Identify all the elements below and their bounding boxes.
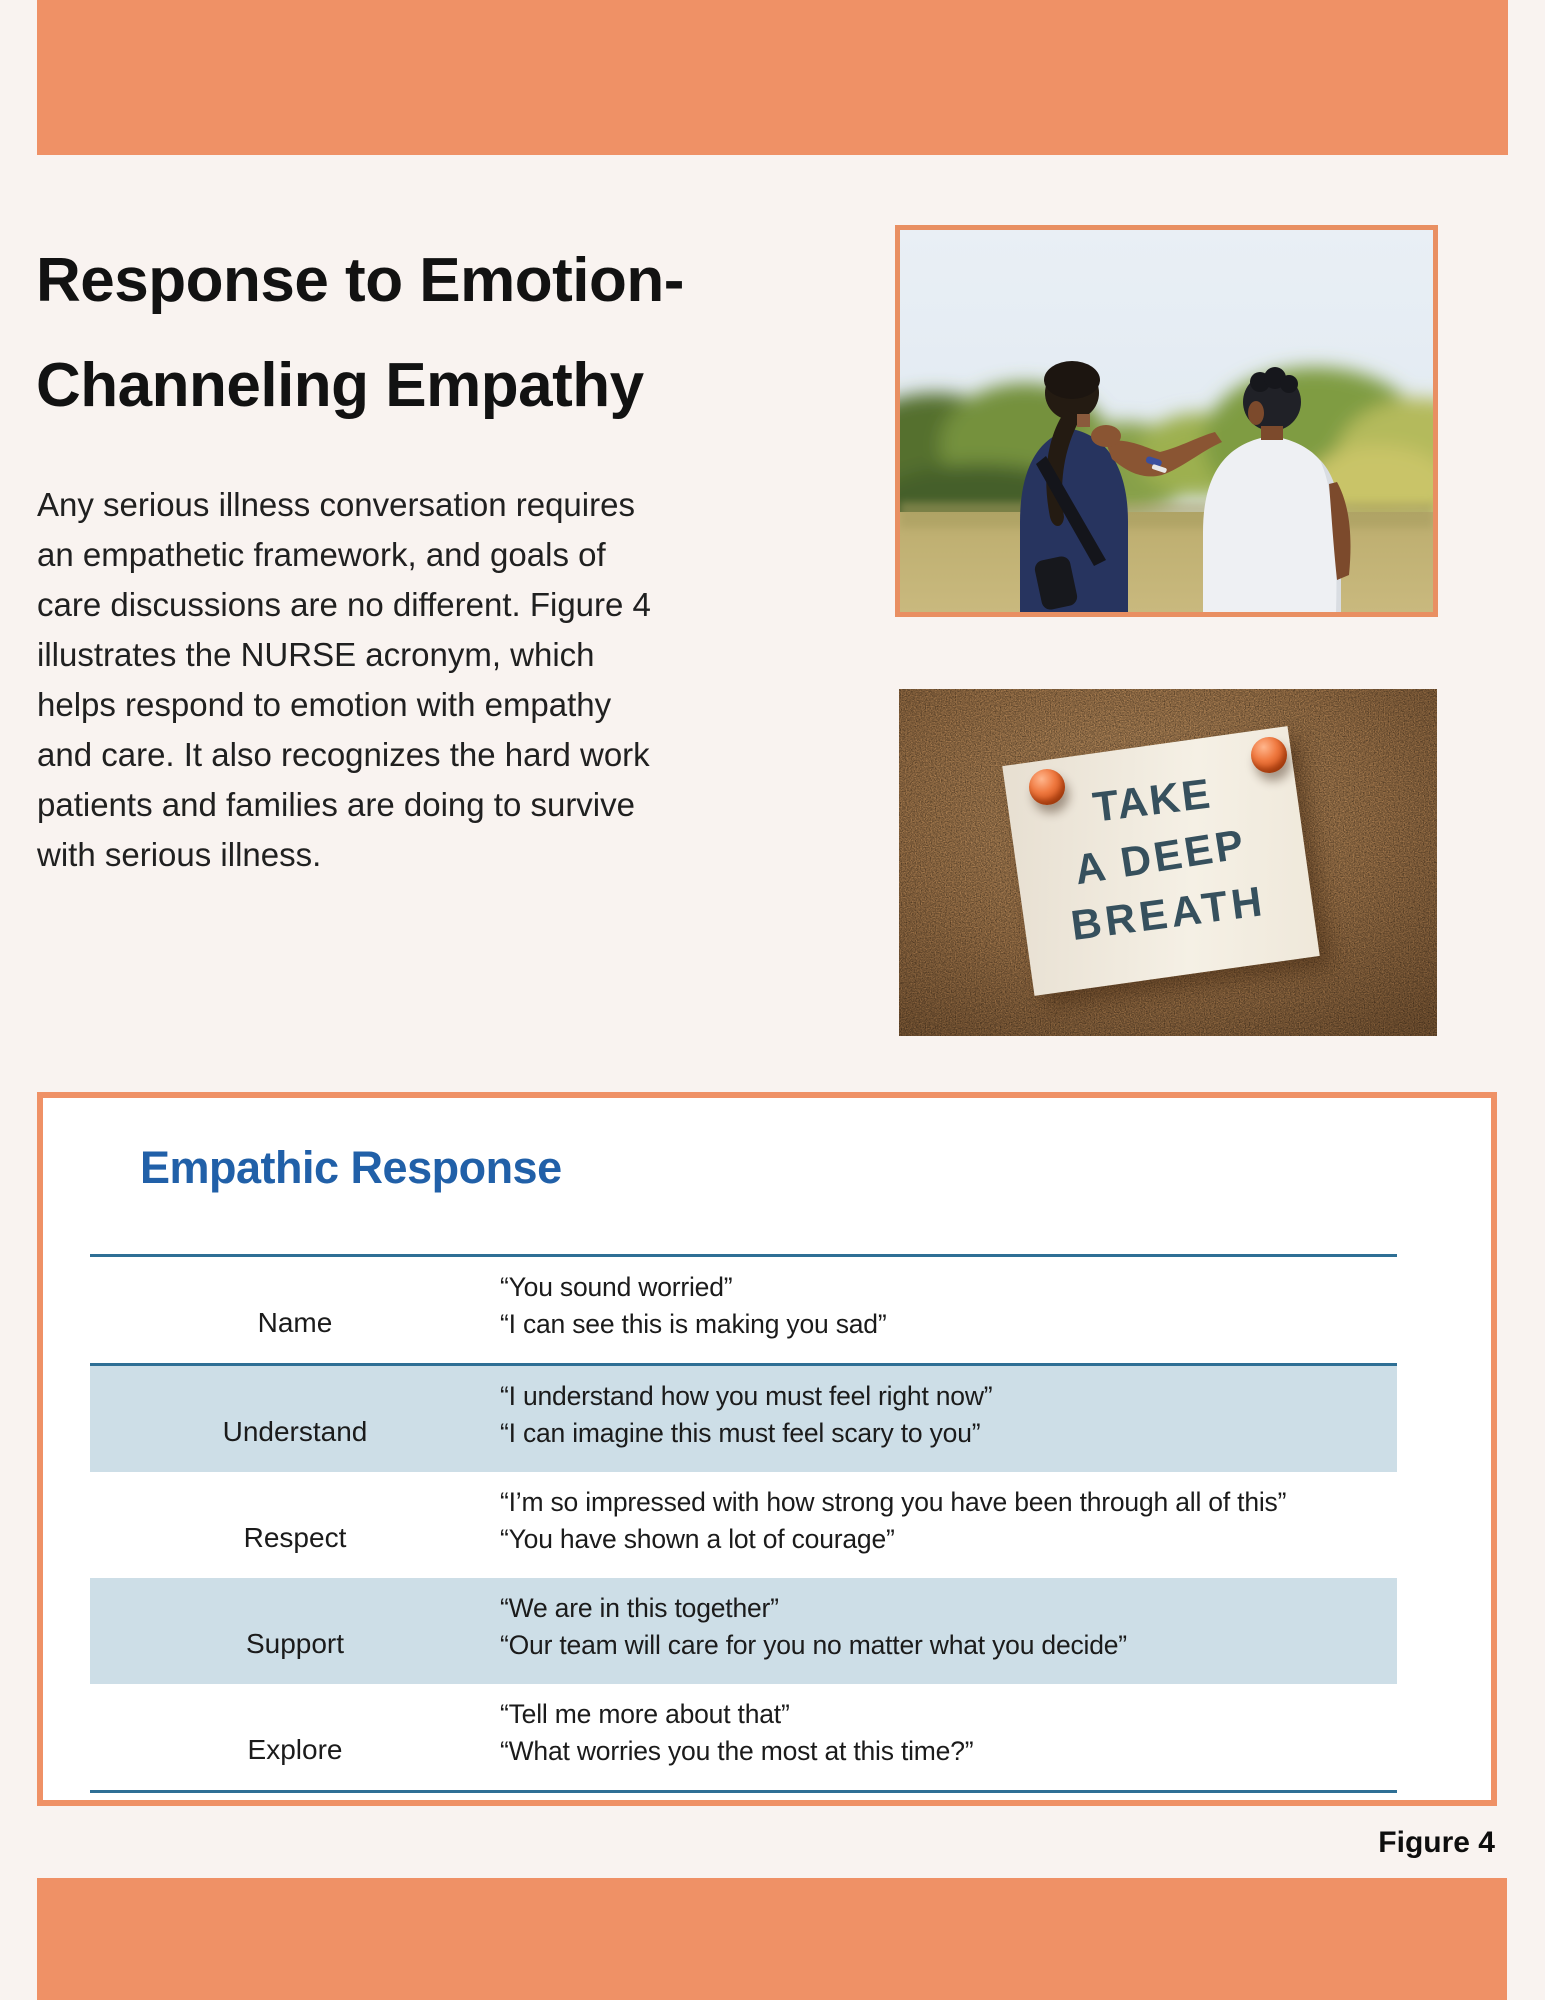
row-quotes [500,1684,1397,1790]
row-quotes [500,1257,1397,1363]
page-title-line-2: Channeling Empathy [36,351,644,420]
quote-line: “I can imagine this must feel scary to you” [500,1418,981,1448]
intro-paragraph [37,480,877,880]
figure-caption: Figure 4 [1378,1826,1495,1859]
people-walking-illustration [900,230,1433,612]
note-line: A DEEP [1071,819,1250,894]
breath-note-photo [899,689,1437,1036]
quote-line: “Our team will care for you no matter what you decide” [500,1630,1127,1660]
intro-line: care discussions are no different. Figure 4 [37,586,651,623]
table-row [90,1684,1397,1790]
card-title: Empathic Response [140,1142,562,1193]
quote-line: “I understand how you must feel right now” [500,1381,993,1411]
empathic-response-card [37,1092,1497,1806]
intro-line: Any serious illness conversation requires [37,486,635,523]
page-title [36,228,896,438]
top-accent-bar [37,0,1508,155]
row-quotes [500,1472,1397,1578]
quote-line: “What worries you the most at this time?” [500,1736,974,1766]
intro-line: patients and families are doing to survive [37,786,635,823]
bottom-accent-bar [37,1878,1507,2000]
empathic-table [90,1254,1397,1793]
quote-line: “You sound worried” [500,1272,733,1302]
pushpin-left-icon [1029,769,1065,805]
pushpin-right-icon [1251,737,1287,773]
quote-line: “I’m so impressed with how strong you have been through all of this” [500,1487,1287,1517]
quote-line: “I can see this is making you sad” [500,1309,887,1339]
quote-line: “Tell me more about that” [500,1699,790,1729]
row-label: Understand [222,1416,368,1447]
intro-line: and care. It also recognizes the hard work [37,736,650,773]
row-quotes [500,1578,1397,1684]
intro-line: illustrates the NURSE acronym, which [37,636,595,673]
intro-line: with serious illness. [37,836,322,873]
intro-line: an empathetic framework, and goals of [37,536,606,573]
row-label: Name [257,1307,333,1338]
row-label: Support [245,1628,345,1659]
note-line: BREATH [1068,876,1269,950]
table-row [90,1257,1397,1363]
quote-line: “You have shown a lot of courage” [500,1524,895,1554]
empathic-table-body [90,1257,1397,1790]
page-title-line-1: Response to Emotion- [36,246,684,315]
comfort-photo [895,225,1438,617]
row-label: Explore [247,1734,343,1765]
table-row [90,1472,1397,1578]
table-row [90,1578,1397,1684]
intro-line: helps respond to emotion with empathy [37,686,612,723]
row-quotes [500,1366,1397,1472]
note-line: TAKE [1090,769,1215,831]
table-row [90,1363,1397,1472]
quote-line: “We are in this together” [500,1593,779,1623]
row-label: Respect [243,1522,347,1553]
